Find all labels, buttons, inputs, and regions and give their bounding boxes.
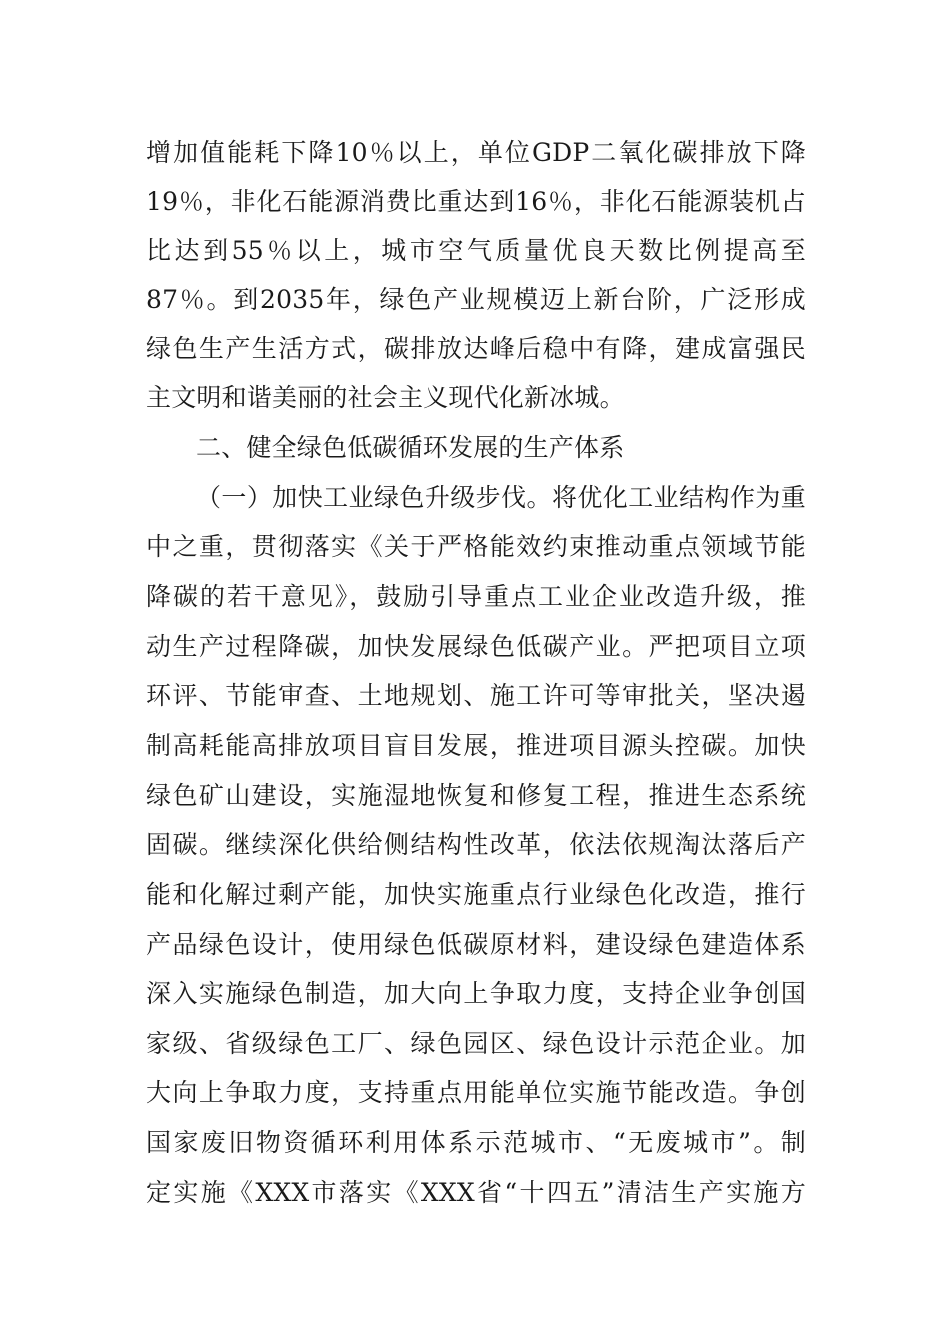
text-line: 中之重，贯彻落实《关于严格能效约束推动重点领域节能 (146, 532, 806, 561)
text-line: 深入实施绿色制造，加大向上争取力度，支持企业争创国 (146, 979, 806, 1008)
text-line: 产品绿色设计，使用绿色低碳原材料，建设绿色建造体系 (146, 930, 806, 959)
section-heading: 二、健全绿色低碳循环发展的生产体系 (196, 433, 625, 462)
text-line: 19％，非化石能源消费比重达到16％，非化石能源装机占 (146, 187, 806, 216)
text-line: 固碳。继续深化供给侧结构性改革，依法依规淘汰落后产 (146, 830, 806, 859)
text-line: 降碳的若干意见》，鼓励引导重点工业企业改造升级，推 (146, 582, 806, 611)
text-line: 制高耗能高排放项目盲目发展，推进项目源头控碳。加快 (146, 731, 806, 760)
text-line: 国家废旧物资循环利用体系示范城市、“无废城市”。制 (146, 1128, 806, 1157)
text-line: 绿色生产生活方式，碳排放达峰后稳中有降，建成富强民 (146, 334, 806, 363)
text-line: 能和化解过剩产能，加快实施重点行业绿色化改造，推行 (146, 880, 806, 909)
text-line: 绿色矿山建设，实施湿地恢复和修复工程，推进生态系统 (146, 781, 806, 810)
text-line: 增加值能耗下降10％以上，单位GDP二氧化碳排放下降 (146, 138, 806, 167)
text-line: 家级、省级绿色工厂、绿色园区、绿色设计示范企业。加 (146, 1029, 806, 1058)
text-line: 87％。到2035年，绿色产业规模迈上新台阶，广泛形成 (146, 285, 806, 314)
text-line: 定实施《XXX市落实《XXX省“十四五”清洁生产实施方 (146, 1178, 806, 1207)
subsection-heading-line: （一）加快工业绿色升级步伐。将优化工业结构作为重 (196, 483, 806, 512)
text-line: 比达到55％以上，城市空气质量优良天数比例提高至 (146, 236, 806, 265)
text-line: 大向上争取力度，支持重点用能单位实施节能改造。争创 (146, 1078, 806, 1107)
text-line: 主文明和谐美丽的社会主义现代化新冰城。 (146, 383, 625, 412)
text-line: 环评、节能审查、土地规划、施工许可等审批关，坚决遏 (146, 681, 806, 710)
text-line: 动生产过程降碳，加快发展绿色低碳产业。严把项目立项 (146, 632, 806, 661)
